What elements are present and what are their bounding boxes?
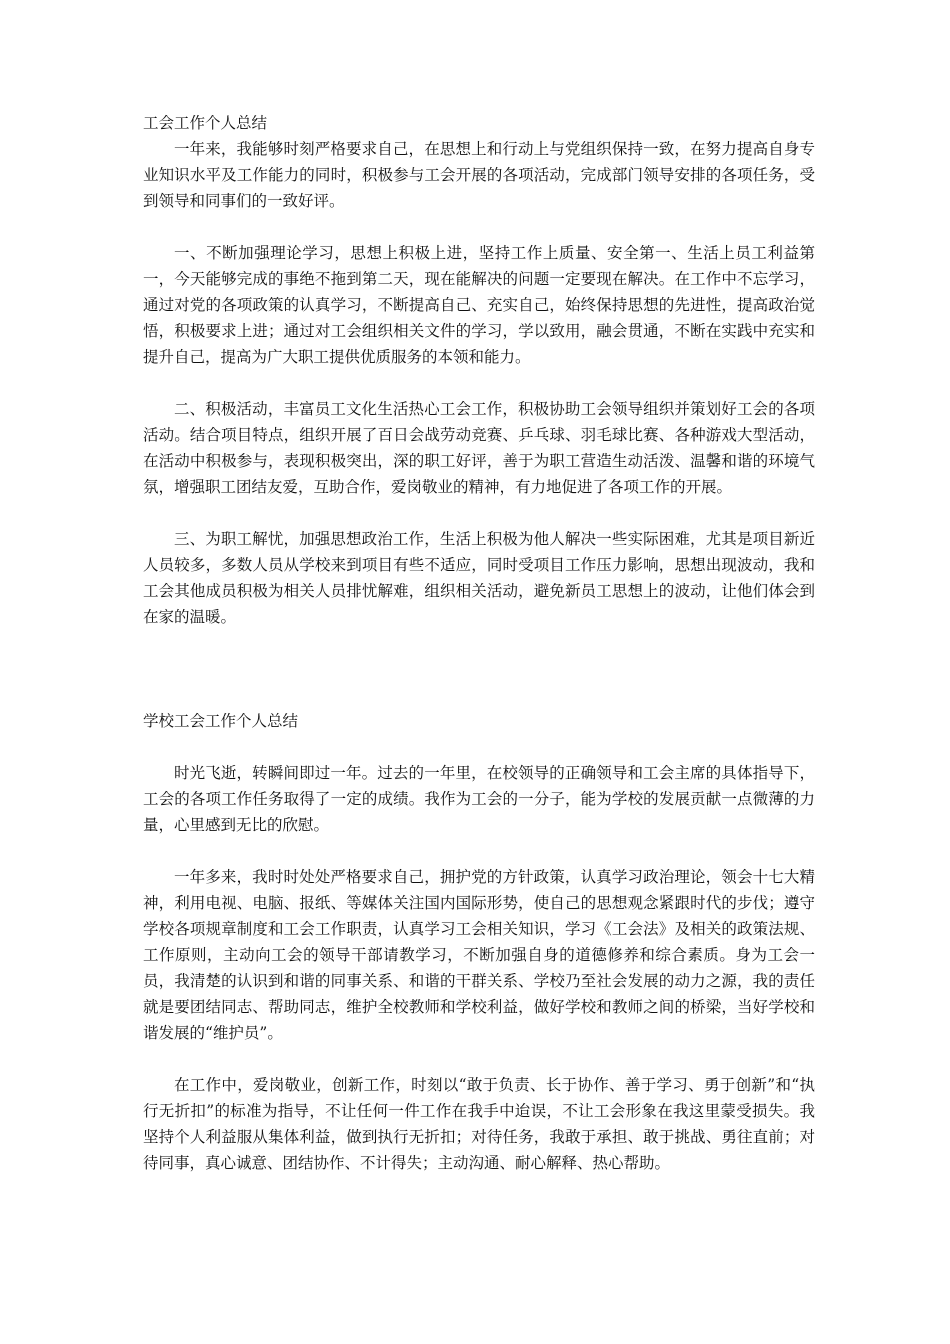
section1-paragraph-3: 三、为职工解忧，加强思想政治工作，生活上积极为他人解决一些实际困难，尤其是项目新近人员较多，多数人员从学校来到项目有些不适应，同时受项目工作压力影响，思想出现波动，我和工会其他成员积极为相关人员排忧解难，组织相关活动，避免新员工思想上的波动，让他们体会到在家的温暖。 (143, 530, 815, 626)
paragraph-spacer (143, 370, 815, 396)
section1-paragraph-1: 一、不断加强理论学习，思想上积极上进，坚持工作上质量、安全第一、生活上员工利益第一，今天能够完成的事绝不拖到第二天，现在能解决的问题一定要现在解决。在工作中不忘学习，通过对党的各项政策的认真学习，不断提高自己、充实自己，始终保持思想的先进性，提高政治觉悟，积极要求上进；通过对工会组织相关文件的学习，学以致用，融会贯通，不断在实践中充实和提升自己，提高为广大职工提供优质服务的本领和能力。 (143, 244, 815, 366)
paragraph-spacer (143, 838, 815, 864)
section2-paragraph-1: 时光飞逝，转瞬间即过一年。过去的一年里，在校领导的正确领导和工会主席的具体指导下，工会的各项工作任务取得了一定的成绩。我作为工会的一分子，能为学校的发展贡献一点微薄的力量，心里感到无比的欣慰。 (143, 764, 815, 834)
section-spacer (143, 630, 815, 708)
paragraph-spacer (143, 500, 815, 526)
paragraph-spacer (143, 1046, 815, 1072)
paragraph-spacer (143, 734, 815, 760)
section1-paragraph-2: 二、积极活动，丰富员工文化生活热心工会工作，积极协助工会领导组织并策划好工会的各项活动。结合项目特点，组织开展了百日会战劳动竞赛、乒乓球、羽毛球比赛、各种游戏大型活动，在活动中积极参与，表现积极突出，深的职工好评，善于为职工营造生动活泼、温馨和谐的环境气氛，增强职工团结友爱，互助合作，爱岗敬业的精神，有力地促进了各项工作的开展。 (143, 400, 815, 496)
section2-title: 学校工会工作个人总结 (143, 712, 299, 730)
document-body (143, 110, 815, 1176)
paragraph-spacer (143, 214, 815, 240)
section1-title: 工会工作个人总结 (143, 114, 268, 132)
section2-paragraph-3: 在工作中，爱岗敬业，创新工作，时刻以“敢于负责、长于协作、善于学习、勇于创新”和“执行无折扣”的标准为指导，不让任何一件工作在我手中迨误，不让工会形象在我这里蒙受损失。我坚持个人利益服从集体利益，做到执行无折扣；对待任务，我敢于承担、敢于挑战、勇往直前；对待同事，真心诚意、团结协作、不计得失；主动沟通、耐心解释、热心帮助。 (143, 1076, 815, 1172)
section2-paragraph-2: 一年多来，我时时处处严格要求自己，拥护党的方针政策，认真学习政治理论，领会十七大精神，利用电视、电脑、报纸、等媒体关注国内国际形势，使自己的思想观念紧跟时代的步伐；遵守学校各项规章制度和工会工作职责，认真学习工会相关知识，学习《工会法》及相关的政策法规、工作原则，主动向工会的领导干部请教学习，不断加强自身的道德修养和综合素质。身为工会一员，我清楚的认识到和谐的同事关系、和谐的干群关系、学校乃至社会发展的动力之源，我的责任就是要团结同志、帮助同志，维护全校教师和学校利益，做好学校和教师之间的桥梁，当好学校和谐发展的“维护员”。 (143, 868, 815, 1042)
section1-paragraph-intro: 一年来，我能够时刻严格要求自己，在思想上和行动上与党组织保持一致，在努力提高自身专业知识水平及工作能力的同时，积极参与工会开展的各项活动，完成部门领导安排的各项任务，受到领导和同事们的一致好评。 (143, 140, 815, 210)
